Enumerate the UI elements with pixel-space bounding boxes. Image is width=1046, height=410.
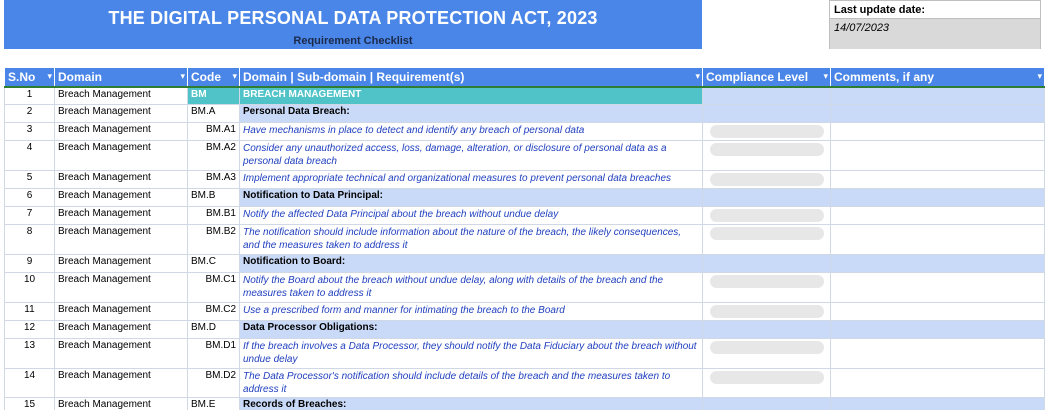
cell-compliance[interactable] [703, 105, 831, 123]
cell-comments[interactable] [831, 189, 1045, 207]
cell-comments[interactable] [831, 369, 1045, 398]
table-row [5, 398, 1045, 410]
table-row [5, 273, 1045, 303]
cell-sno[interactable]: 5 [5, 171, 55, 189]
page-title: THE DIGITAL PERSONAL DATA PROTECTION ACT, 2023 [108, 8, 598, 28]
cell-domain[interactable]: Breach Management [55, 207, 188, 225]
cell-requirement[interactable]: Have mechanisms in place to detect and identify any breach of personal data [240, 123, 703, 141]
cell-domain[interactable]: Breach Management [55, 339, 188, 369]
cell-comments[interactable] [831, 87, 1045, 105]
header-code[interactable]: Code ▾ [188, 68, 240, 87]
cell-requirement[interactable]: Personal Data Breach: [240, 105, 703, 123]
compliance-dropdown[interactable] [710, 371, 824, 384]
cell-sno[interactable]: 8 [5, 225, 55, 255]
cell-requirement[interactable]: Notification to Board: [240, 255, 703, 273]
cell-domain[interactable]: Breach Management [55, 87, 188, 105]
cell-code[interactable]: BM.C [188, 255, 240, 273]
filter-icon[interactable]: ▾ [180, 71, 185, 81]
cell-compliance[interactable] [703, 273, 831, 303]
cell-compliance[interactable] [703, 171, 831, 189]
cell-sno[interactable]: 2 [5, 105, 55, 123]
cell-domain[interactable]: Breach Management [55, 321, 188, 339]
header-comments[interactable]: Comments, if any ▾ [831, 68, 1045, 87]
cell-code[interactable]: BM.A1 [188, 123, 240, 141]
cell-code[interactable]: BM.B2 [188, 225, 240, 255]
cell-requirement[interactable]: Data Processor Obligations: [240, 321, 703, 339]
cell-sno[interactable]: 15 [5, 398, 55, 410]
cell-requirement[interactable]: Notification to Data Principal: [240, 189, 703, 207]
header-compliance[interactable]: Compliance Level ▾ [703, 68, 831, 87]
title-banner [4, 0, 702, 49]
last-update-label: Last update date: [830, 1, 1040, 19]
cell-code[interactable]: BM.D1 [188, 339, 240, 369]
cell-comments[interactable] [831, 273, 1045, 303]
compliance-dropdown[interactable] [710, 227, 824, 240]
cell-compliance[interactable] [703, 369, 831, 398]
cell-requirement[interactable]: BREACH MANAGEMENT [240, 87, 703, 105]
cell-comments[interactable] [831, 303, 1045, 321]
table-header-row [5, 68, 1045, 87]
cell-domain[interactable]: Breach Management [55, 189, 188, 207]
cell-code[interactable]: BM.D [188, 321, 240, 339]
page-subtitle: Requirement Checklist [293, 35, 413, 47]
cell-domain[interactable]: Breach Management [55, 141, 188, 171]
cell-comments[interactable] [831, 207, 1045, 225]
cell-domain[interactable]: Breach Management [55, 369, 188, 398]
last-update-box [829, 0, 1041, 49]
cell-requirement[interactable]: If the breach involves a Data Processor, they should notify the Data Fiduciary about the breach without undue delay [240, 339, 703, 369]
cell-comments[interactable] [831, 398, 1045, 410]
cell-comments[interactable] [831, 255, 1045, 273]
cell-compliance[interactable] [703, 207, 831, 225]
table-row [5, 225, 1045, 255]
compliance-dropdown[interactable] [710, 125, 824, 138]
table-row [5, 303, 1045, 321]
cell-comments[interactable] [831, 321, 1045, 339]
cell-sno[interactable]: 3 [5, 123, 55, 141]
filter-icon[interactable]: ▾ [47, 71, 52, 81]
cell-code[interactable]: BM.B [188, 189, 240, 207]
table-row [5, 123, 1045, 141]
table-row [5, 207, 1045, 225]
header-domain[interactable]: Domain ▾ [55, 68, 188, 87]
cell-compliance[interactable] [703, 255, 831, 273]
cell-compliance[interactable] [703, 141, 831, 171]
compliance-dropdown[interactable] [710, 143, 824, 156]
requirement-table [4, 67, 1045, 410]
cell-compliance[interactable] [703, 123, 831, 141]
table-row [5, 105, 1045, 123]
cell-domain[interactable]: Breach Management [55, 303, 188, 321]
cell-compliance[interactable] [703, 87, 831, 105]
cell-requirement[interactable]: The notification should include information about the nature of the breach, the likely consequences, and the measures taken to address it [240, 225, 703, 255]
compliance-dropdown[interactable] [710, 305, 824, 318]
filter-icon[interactable]: ▾ [1037, 71, 1042, 81]
cell-sno[interactable]: 6 [5, 189, 55, 207]
cell-domain[interactable]: Breach Management [55, 273, 188, 303]
cell-sno[interactable]: 12 [5, 321, 55, 339]
table-row [5, 189, 1045, 207]
cell-code[interactable]: BM.A [188, 105, 240, 123]
cell-sno[interactable]: 10 [5, 273, 55, 303]
cell-comments[interactable] [831, 105, 1045, 123]
filter-icon[interactable]: ▾ [695, 71, 700, 81]
cell-code[interactable]: BM.E [188, 398, 240, 410]
table-row [5, 321, 1045, 339]
compliance-dropdown[interactable] [710, 275, 824, 288]
cell-comments[interactable] [831, 225, 1045, 255]
header-requirement[interactable]: Domain | Sub-domain | Requirement(s) ▾ [240, 68, 703, 87]
cell-compliance[interactable] [703, 189, 831, 207]
cell-sno[interactable]: 7 [5, 207, 55, 225]
cell-domain[interactable]: Breach Management [55, 255, 188, 273]
cell-domain[interactable]: Breach Management [55, 171, 188, 189]
cell-compliance[interactable] [703, 321, 831, 339]
cell-code[interactable]: BM.B1 [188, 207, 240, 225]
cell-sno[interactable]: 11 [5, 303, 55, 321]
filter-icon[interactable]: ▾ [823, 71, 828, 81]
table-row [5, 171, 1045, 189]
cell-compliance[interactable] [703, 225, 831, 255]
compliance-dropdown[interactable] [710, 173, 824, 186]
cell-code[interactable]: BM.A3 [188, 171, 240, 189]
cell-requirement[interactable]: Notify the affected Data Principal about the breach without undue delay [240, 207, 703, 225]
cell-compliance[interactable] [703, 398, 831, 410]
cell-sno[interactable]: 13 [5, 339, 55, 369]
table-row [5, 87, 1045, 105]
last-update-value[interactable]: 14/07/2023 [830, 19, 1040, 49]
cell-sno[interactable]: 1 [5, 87, 55, 105]
cell-domain[interactable]: Breach Management [55, 398, 188, 410]
cell-code[interactable]: BM [188, 87, 240, 105]
cell-code[interactable]: BM.A2 [188, 141, 240, 171]
header-sno[interactable]: S.No ▾ [5, 68, 55, 87]
cell-sno[interactable]: 14 [5, 369, 55, 398]
cell-compliance[interactable] [703, 303, 831, 321]
cell-requirement[interactable]: Notify the Board about the breach without undue delay, along with details of the breach and the measures taken to address it [240, 273, 703, 303]
cell-sno[interactable]: 4 [5, 141, 55, 171]
cell-comments[interactable] [831, 171, 1045, 189]
cell-comments[interactable] [831, 339, 1045, 369]
compliance-dropdown[interactable] [710, 209, 824, 222]
cell-code[interactable]: BM.C1 [188, 273, 240, 303]
cell-sno[interactable]: 9 [5, 255, 55, 273]
filter-icon[interactable]: ▾ [232, 71, 237, 81]
cell-requirement[interactable]: The Data Processor's notification should include details of the breach and the measures taken to address it [240, 369, 703, 398]
cell-requirement[interactable]: Use a prescribed form and manner for intimating the breach to the Board [240, 303, 703, 321]
cell-code[interactable]: BM.C2 [188, 303, 240, 321]
cell-requirement[interactable]: Records of Breaches: [240, 398, 703, 410]
cell-domain[interactable]: Breach Management [55, 105, 188, 123]
cell-domain[interactable]: Breach Management [55, 123, 188, 141]
table-row [5, 141, 1045, 171]
cell-requirement[interactable]: Implement appropriate technical and organizational measures to prevent personal data breaches [240, 171, 703, 189]
cell-comments[interactable] [831, 123, 1045, 141]
table-row [5, 255, 1045, 273]
cell-code[interactable]: BM.D2 [188, 369, 240, 398]
cell-domain[interactable]: Breach Management [55, 225, 188, 255]
cell-comments[interactable] [831, 141, 1045, 171]
cell-requirement[interactable]: Consider any unauthorized access, loss, damage, alteration, or disclosure of personal data as a personal data breach [240, 141, 703, 171]
table-row [5, 369, 1045, 398]
compliance-dropdown[interactable] [710, 341, 824, 354]
table-row [5, 339, 1045, 369]
cell-compliance[interactable] [703, 339, 831, 369]
